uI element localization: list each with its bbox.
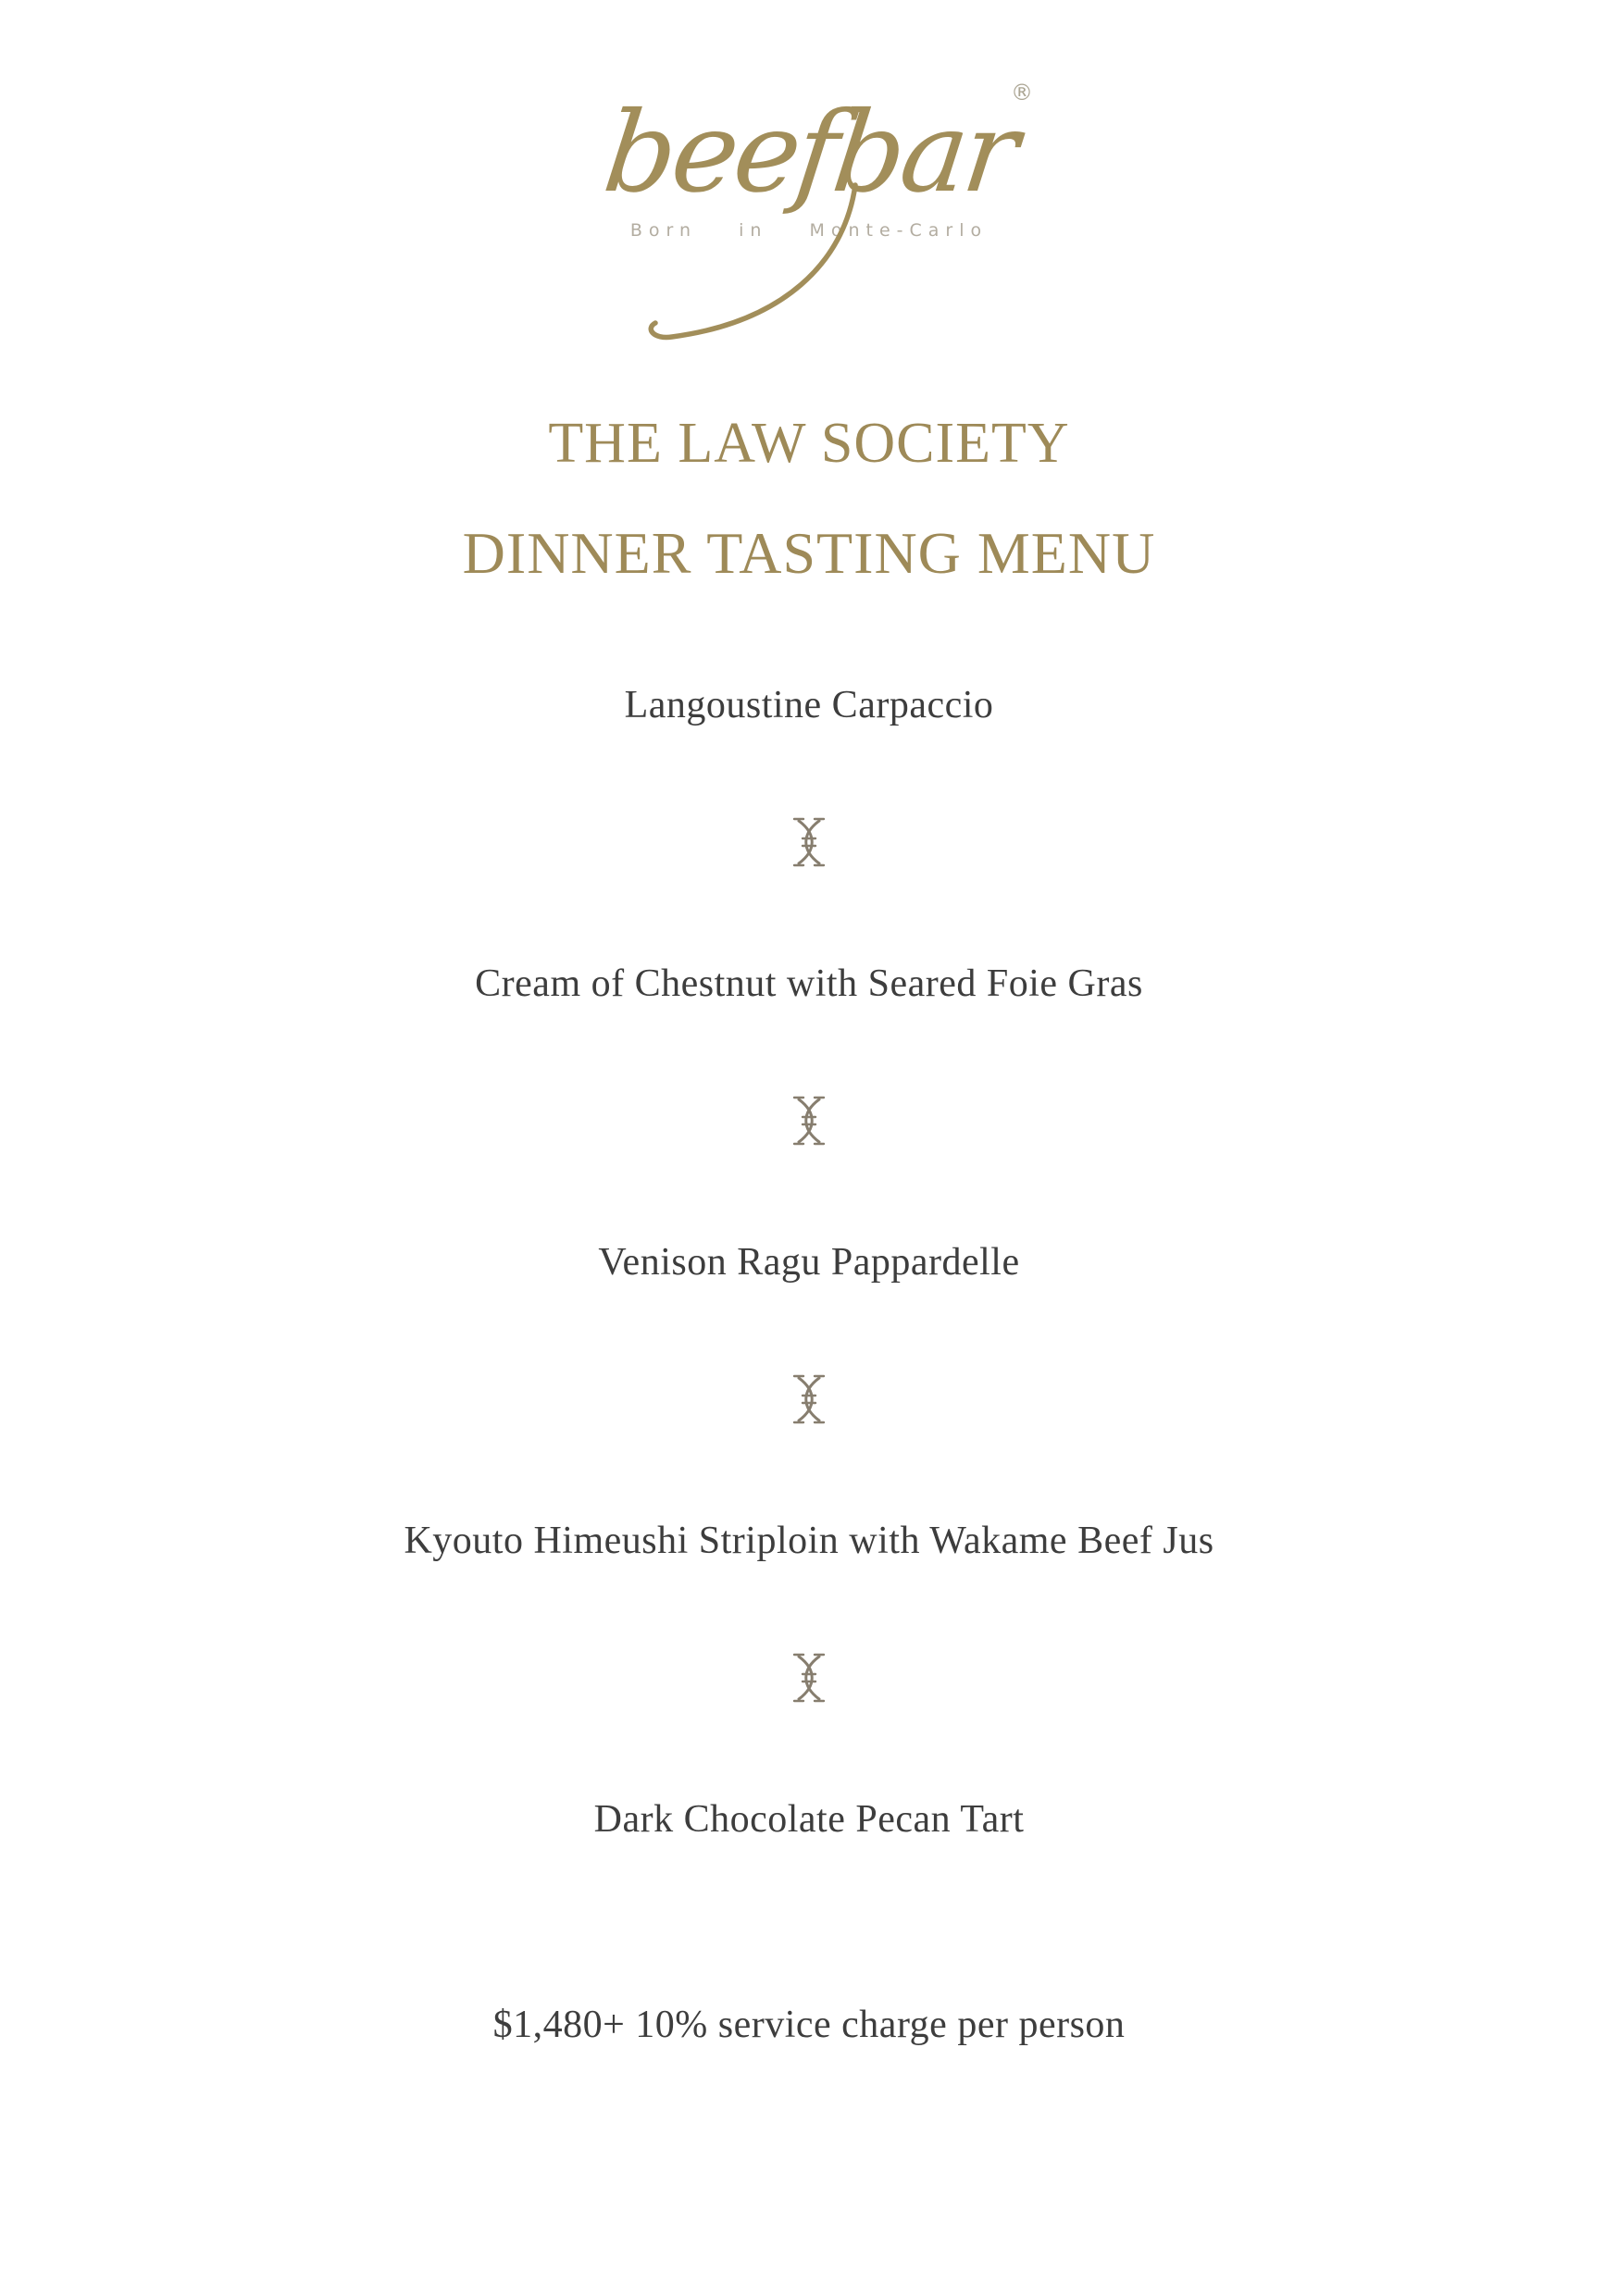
registered-trademark-icon: ® — [1011, 80, 1033, 105]
brand-logo — [550, 48, 1068, 363]
price-line: $1,480+ 10% service charge per person — [492, 2004, 1126, 2046]
course-item-5: Dark Chocolate Pecan Tart — [593, 1798, 1025, 1841]
course-item-3: Venison Ragu Pappardelle — [598, 1241, 1020, 1284]
course-item-4: Kyouto Himeushi Striploin with Wakame Beef Jus — [404, 1520, 1214, 1562]
course-separator-ornament-icon — [792, 1093, 826, 1147]
course-list — [0, 679, 1618, 1845]
menu-title-line2: DINNER TASTING MENU — [462, 520, 1156, 586]
brand-wordmark: beefbar — [597, 89, 1022, 217]
menu-title-line1: THE LAW SOCIETY — [548, 412, 1070, 475]
course-separator-ornament-icon — [792, 1650, 826, 1704]
course-item-2: Cream of Chestnut with Seared Foie Gras — [475, 962, 1143, 1005]
course-separator-ornament-icon — [792, 814, 826, 868]
course-item-1: Langoustine Carpaccio — [624, 684, 994, 726]
course-separator-ornament-icon — [792, 1371, 826, 1425]
brand-wordmark-row — [550, 48, 1068, 217]
brand-tagline: Born in Monte-Carlo — [629, 220, 989, 241]
